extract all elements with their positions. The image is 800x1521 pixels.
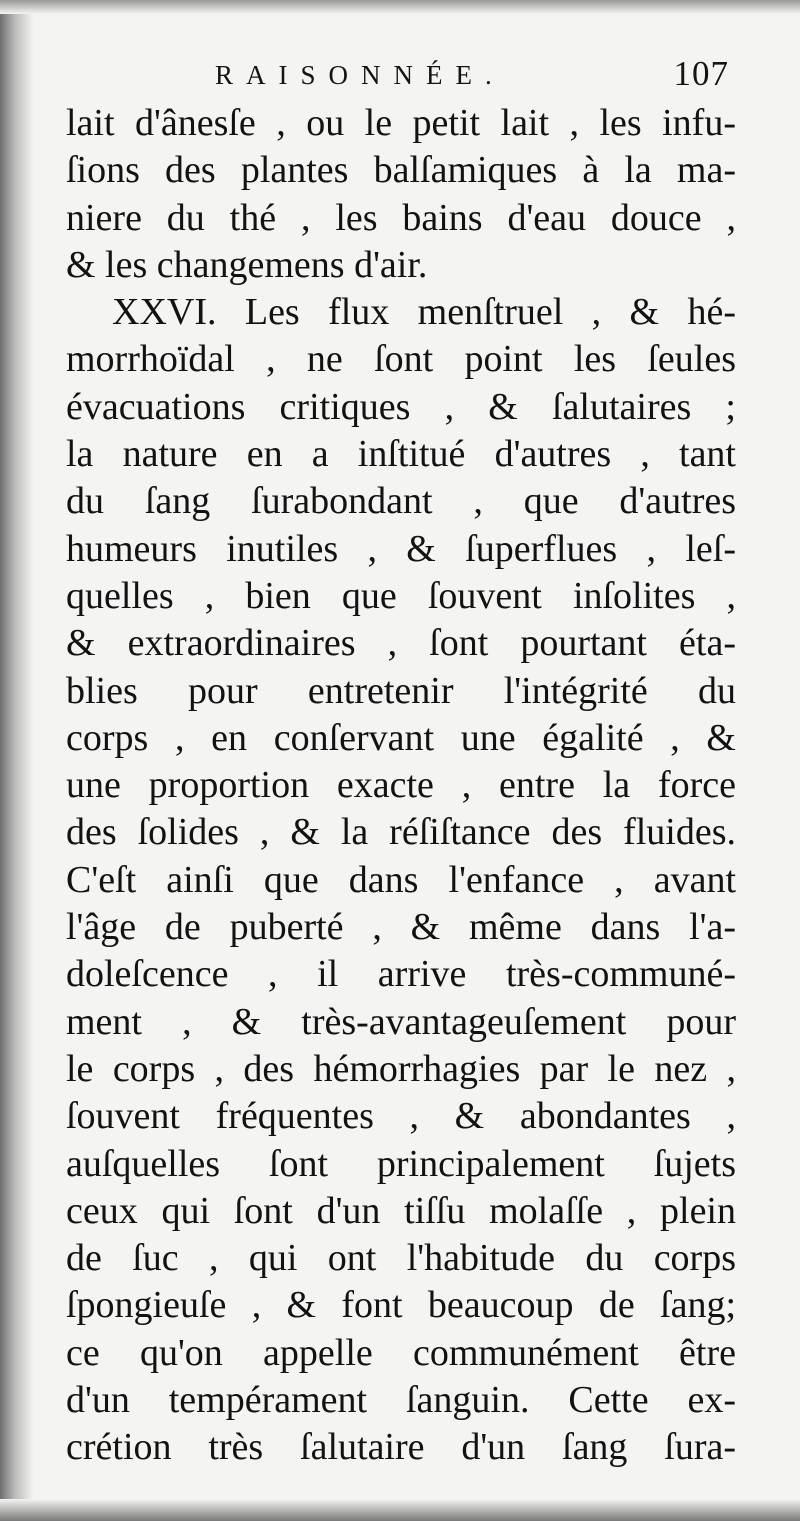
running-head-title: RAISONNÉE.: [215, 60, 505, 90]
text-line: de ſuc , qui ont l'habitude du corps: [66, 1237, 736, 1280]
page-number: 107: [673, 54, 729, 93]
text-line: une proportion exacte , entre la force: [66, 764, 736, 807]
text-line: humeurs inutiles , & ſuperflues , leſ-: [66, 527, 736, 570]
text-line: d'un tempérament ſanguin. Cette ex-: [66, 1379, 736, 1422]
page-top-edge: [0, 0, 800, 14]
text-line: quelles , bien que ſouvent inſolites ,: [66, 574, 736, 617]
gutter-shadow: [0, 0, 34, 1521]
text-line: ment , & très-avantageuſement pour: [66, 1000, 736, 1043]
text-line: ceux qui ſont d'un tiſſu molaſſe , plein: [66, 1189, 736, 1232]
text-line: lait d'ânesſe , ou le petit lait , les infu-: [66, 102, 736, 144]
running-head: [215, 54, 735, 98]
text-line: XXVI. Les flux menſtruel , & hé-: [112, 291, 736, 334]
text-line: niere du thé , les bains d'eau douce ,: [66, 196, 736, 239]
text-line: & les changemens d'air.: [66, 243, 428, 286]
text-line: blies pour entretenir l'intégrité du: [66, 669, 736, 712]
text-line: ſouvent fréquentes , & abondantes ,: [66, 1095, 736, 1138]
text-line: morrhoïdal , ne ſont point les ſeules: [66, 338, 736, 381]
text-line: l'âge de puberté , & même dans l'a-: [66, 906, 736, 949]
text-line: doleſcence , il arrive très-communé-: [66, 953, 736, 996]
text-line: crétion très ſalutaire d'un ſang ſura-: [66, 1426, 736, 1469]
text-line: auſquelles ſont principalement ſujets: [66, 1142, 736, 1185]
page-bottom-edge: [0, 1499, 800, 1521]
text-line: le corps , des hémorrhagies par le nez ,: [66, 1047, 736, 1090]
text-line: corps , en conſervant une égalité , &: [66, 716, 736, 759]
text-line: ſions des plantes balſamiques à la ma-: [66, 149, 736, 192]
text-line: C'eſt ainſi que dans l'enfance , avant: [66, 858, 736, 901]
text-line: la nature en a inſtitué d'autres , tant: [66, 433, 736, 476]
text-line: des ſolides , & la réſiſtance des fluides.: [66, 811, 736, 854]
text-line: évacuations critiques , & ſalutaires ;: [66, 385, 736, 428]
body-text: [66, 100, 736, 1472]
text-line: ſpongieuſe , & font beaucoup de ſang;: [66, 1284, 736, 1327]
text-line: ce qu'on appelle communément être: [66, 1331, 736, 1374]
text-line: du ſang ſurabondant , que d'autres: [66, 480, 736, 523]
text-line: & extraordinaires , ſont pourtant éta-: [66, 622, 736, 665]
